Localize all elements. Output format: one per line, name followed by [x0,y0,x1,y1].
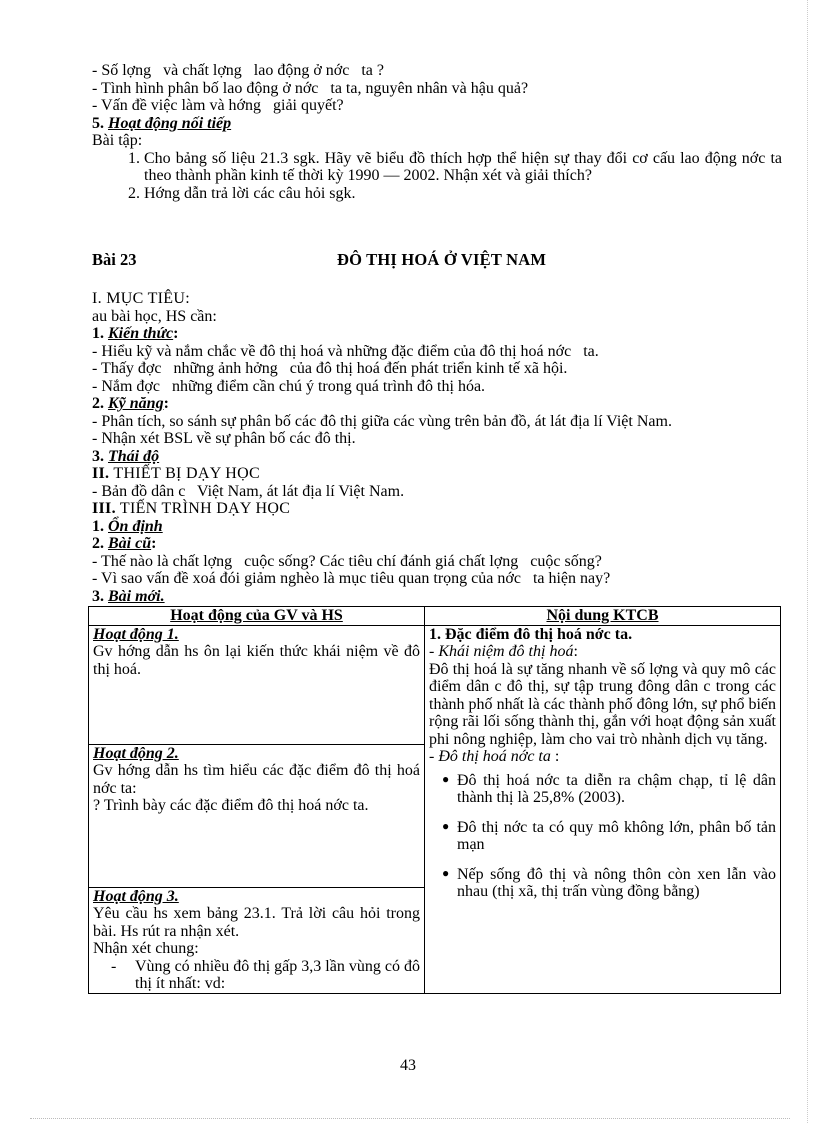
concept-heading [429,643,776,661]
header-content: Nội dung KTCB [425,607,781,626]
lesson-activity-table [88,606,781,994]
lesson-header [92,250,782,274]
concept-colon: : [573,643,578,660]
stabilize-heading [92,518,782,536]
lesson-title: ĐÔ THỊ HOÁ Ở VIỆT NAM [337,250,547,269]
list-item: - Vùng có nhiều đô thị gấp 3,3 lần vùng có đô thị ít nhất: vd: [135,958,420,993]
features-label: - Đô thị hoá nớc ta [429,748,551,765]
skills-colon: : [163,395,169,412]
features-list [429,772,776,901]
equipment-number: II. [92,465,110,482]
table-row [89,625,781,744]
review-question-1: - Số lợng và chất lợng lao động ở nớc ta ? [92,62,385,79]
objectives-heading: I. MỤC TIÊU: [92,290,190,307]
features-heading [429,748,776,766]
section-5-label: Hoạt động nối tiếp [108,114,232,132]
review-question-2: - Tình hình phân bố lao động ở nớc ta ta, nguyên nhân và hậu quả? [92,79,529,97]
table-header-row [89,607,781,626]
knowledge-item-1: - Hiểu kỹ và nắm chắc về đô thị hoá và những đặc điểm của đô thị hoá nớc ta. [92,342,599,360]
equipment-item: - Bản đồ dân c Việt Nam, át lát địa lí Việt Nam. [92,482,405,500]
exercise-item-1: 1. Cho bảng số liệu 21.3 sgk. Hãy vẽ biểu đồ thích hợp thể hiện sự thay đổi cơ cấu lao động nớc ta theo thành phần kinh tế thời kỳ 1990 — 2002. Nhận xét và giải thích? [144,150,782,185]
exercise-label: Bài tập: [92,132,143,149]
attitude-heading [92,448,782,466]
old-lesson-question-2: - Vì sao vấn đề xoá đói giảm nghèo là mục tiêu quan trọng của nớc ta hiện nay? [92,570,611,587]
old-lesson-number: 2. [92,535,104,552]
activity-3-cell [89,887,425,993]
page-bottom-border [30,1118,790,1119]
skills-item-2: - Nhận xét BSL về sự phân bố các đô thị. [92,430,356,447]
new-lesson-heading [92,588,782,606]
section-5-heading [92,115,782,133]
attitude-label: Thái độ [108,447,160,465]
list-item: ● Đô thị nớc ta có quy mô không lớn, phân bố tản mạn [457,819,776,854]
concept-text: Đô thị hoá là sự tăng nhanh về số lợng và quy mô các điểm dân c đô thị, sự tập trung đông dân c trong các thành phố nhất là các thành phố đông lớn, sự phổ biến rộng rãi lối sống thành thị, gắn với hoạt động sản xuất phi nông nghiệp, làm cho vai trò nhành dịch vụ tăng. [429,660,776,748]
lesson-number: Bài 23 [92,250,137,269]
features-colon: : [550,748,560,765]
activity-1-text: Gv hớng dẫn hs ôn lại kiến thức khái niệm về đô thị hoá. [93,643,420,678]
skills-number: 2. [92,395,104,412]
content-cell [425,625,781,993]
list-item: ● Nếp sống đô thị và nông thôn còn xen lẫn vào nhau (thị xã, thị trấn vùng đồng bằng) [457,866,776,901]
old-lesson-label: Bài cũ [108,535,152,552]
content-title: 1. Đặc điểm đô thị hoá nớc ta. [429,625,633,643]
activity-2-question: ? Trình bày các đặc điểm đô thị hoá nớc ta. [93,797,369,814]
activity-2-text: Gv hớng dẫn hs tìm hiểu các đặc điểm đô thị hoá nớc ta: [93,762,420,797]
review-question-3: - Vấn đề việc làm và hớng giải quyết? [92,97,344,114]
activity-3-label: Hoạt động 3. [93,887,179,905]
objectives-section [92,290,782,605]
new-lesson-label: Bài mới. [108,587,165,605]
skills-heading [92,395,782,413]
exercise-item-2: 2. Hớng dẫn trả lời các câu hỏi sgk. [144,185,782,203]
page-right-border [807,0,808,1123]
activity-3-list [93,958,420,993]
knowledge-item-3: - Nắm đợc những điểm cần chú ý trong quá trình đô thị hóa. [92,377,486,395]
knowledge-colon: : [173,325,179,342]
equipment-title: THIẾT BỊ DẠY HỌC [109,465,260,482]
process-heading [92,500,782,518]
concept-label: - Khái niệm đô thị hoá [429,643,574,660]
new-lesson-number: 3. [92,587,104,605]
exercise-list [92,150,782,203]
stabilize-number: 1. [92,517,104,535]
activity-2-cell [89,744,425,887]
stabilize-label: Ổn định [108,517,163,535]
equipment-heading [92,465,782,483]
old-lesson-question-1: - Thế nào là chất lợng cuộc sống? Các tiêu chí đánh giá chất lợng cuộc sống? [92,552,602,570]
old-lesson-colon: : [151,535,157,552]
skills-item-1: - Phân tích, so sánh sự phân bố các đô thị giữa các vùng trên bản đồ, át lát địa lí Việt Nam. [92,412,672,430]
section-5-number: 5. [92,114,104,132]
process-number: III. [92,500,116,517]
activity-1-label: Hoạt động 1. [93,625,179,643]
skills-label: Kỹ năng [108,395,164,412]
knowledge-heading [92,325,782,343]
attitude-number: 3. [92,447,104,465]
activity-2-label: Hoạt động 2. [93,744,179,762]
process-title: TIẾN TRÌNH DẠY HỌC [115,500,291,517]
activity-3-text: Yêu cầu hs xem bảng 23.1. Trả lời câu hỏi trong bài. Hs rút ra nhận xét. [93,905,420,940]
page-number: 43 [400,1057,416,1074]
activity-1-cell [89,625,425,744]
knowledge-number: 1. [92,325,104,342]
knowledge-label: Kiến thức [108,325,174,342]
activity-3-summary: Nhận xét chung: [93,940,199,957]
knowledge-item-2: - Thấy đợc những ảnh hởng của đô thị hoá đến phát triển kinh tế xã hội. [92,360,568,377]
list-item: ● Đô thị hoá nớc ta diễn ra chậm chạp, tỉ lệ dân thành thị là 25,8% (2003). [457,772,776,807]
objectives-intro: au bài học, HS cần: [92,307,217,325]
document-page [92,62,782,994]
old-lesson-heading [92,535,782,553]
header-activities: Hoạt động của GV và HS [89,607,425,626]
